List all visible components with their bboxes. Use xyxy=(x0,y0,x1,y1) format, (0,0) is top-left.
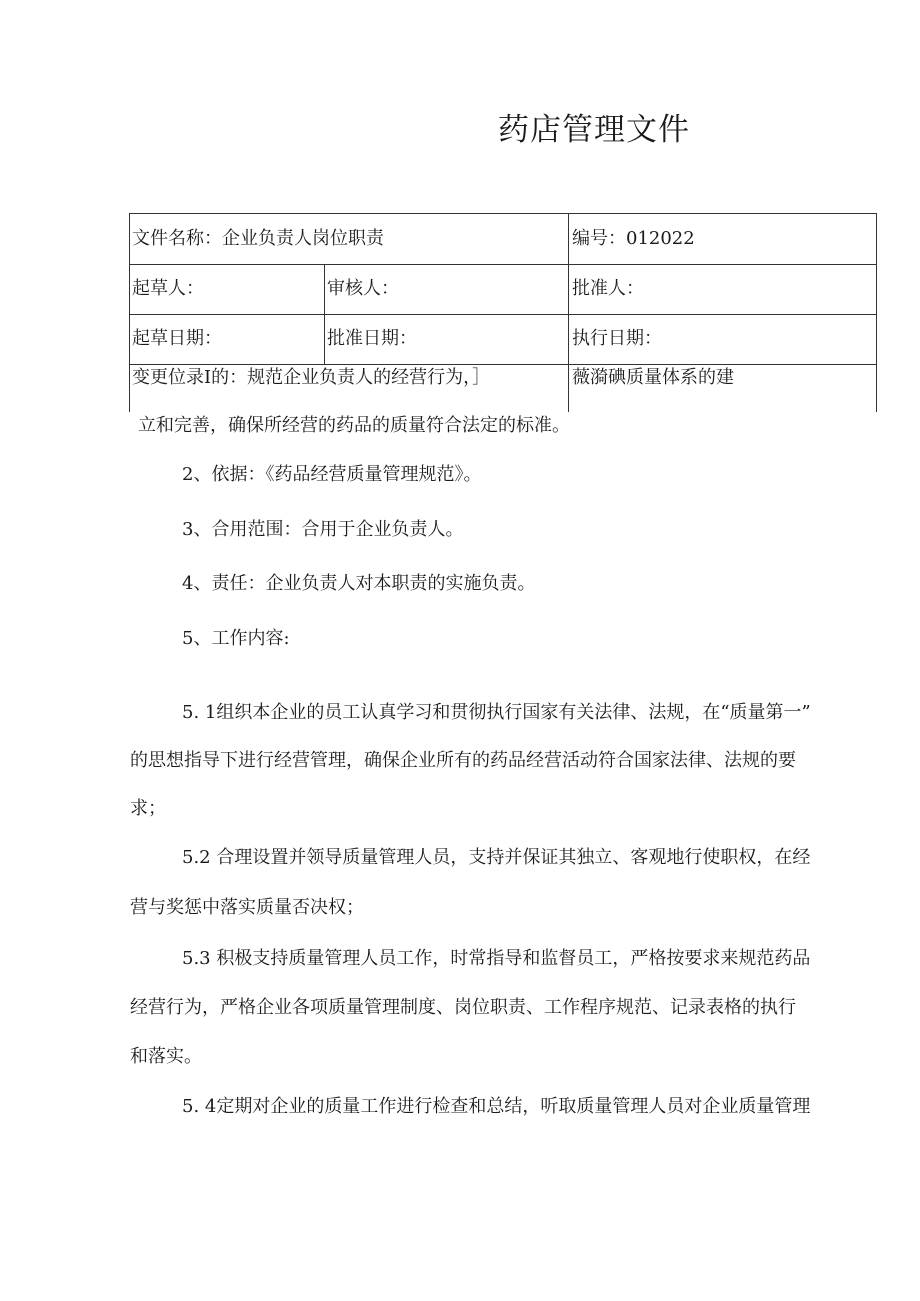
approver-cell: 批准人： xyxy=(572,278,644,299)
change-record-cell: 变更位录I的：规范企业负责人的经营行为，］ xyxy=(130,364,569,412)
item-5-4-line-1: 5. 4定期对企业的质量工作进行检查和总结，听取质量管理人员对企业质量管理 xyxy=(182,1096,811,1117)
item-5-3-line-2: 经营行为，严格企业各项质量管理制度、岗位职责、工作程序规范、记录表格的执行 xyxy=(130,997,796,1018)
table-row xyxy=(130,314,876,365)
responsibility-paragraph: 4、责任：企业负责人对本职责的实施负责。 xyxy=(182,573,536,594)
purpose-continuation: 立和完善，确保所经营的药品的质量符合法定的标准。 xyxy=(138,415,570,436)
item-5-3-line-3: 和落实。 xyxy=(130,1046,202,1067)
doc-name-cell: 文件名称：企业负责人岗位职责 xyxy=(130,214,569,264)
draft-date-cell: 起草日期： xyxy=(130,314,325,364)
item-5-2-line-2: 营与奖惩中落实质量否决权； xyxy=(130,897,364,918)
item-5-2-line-1: 5.2 合理设置并领导质量管理人员，支持并保证其独立、客观地行使职权，在经 xyxy=(182,847,811,868)
purpose-cell: 薇漪碘质量体系的建 xyxy=(572,367,734,388)
table-row xyxy=(130,264,876,315)
approve-date-cell: 批准日期： xyxy=(325,314,569,364)
item-5-1-line-2: 的思想指导下进行经营管理，确保企业所有的药品经营活动符合国家法律、法规的要 xyxy=(130,750,796,771)
item-5-3-line-1: 5.3 积极支持质量管理人员工作，时常指导和监督员工，严格按要求来规范药品 xyxy=(182,948,811,969)
basis-paragraph: 2、依据：《药品经营质量管理规范》。 xyxy=(182,464,482,485)
exec-date-cell: 执行日期： xyxy=(572,328,662,349)
document-header-table xyxy=(129,213,877,412)
doc-number-cell: 编号：012022 xyxy=(572,228,695,249)
item-5-1-line-1: 5. 1组织本企业的员工认真学习和贯彻执行国家有关法律、法规，在“质量第一” xyxy=(182,702,811,723)
work-content-heading: 5、工作内容: xyxy=(182,628,290,649)
table-row xyxy=(130,364,876,412)
item-5-1-line-3: 求； xyxy=(130,798,166,819)
drafter-cell: 起草人： xyxy=(130,264,325,314)
scope-paragraph: 3、合用范围：合用于企业负责人。 xyxy=(182,519,464,540)
table-row xyxy=(130,214,876,265)
document-title: 药店管理文件 xyxy=(498,112,690,148)
reviewer-cell: 审核人： xyxy=(325,264,569,314)
